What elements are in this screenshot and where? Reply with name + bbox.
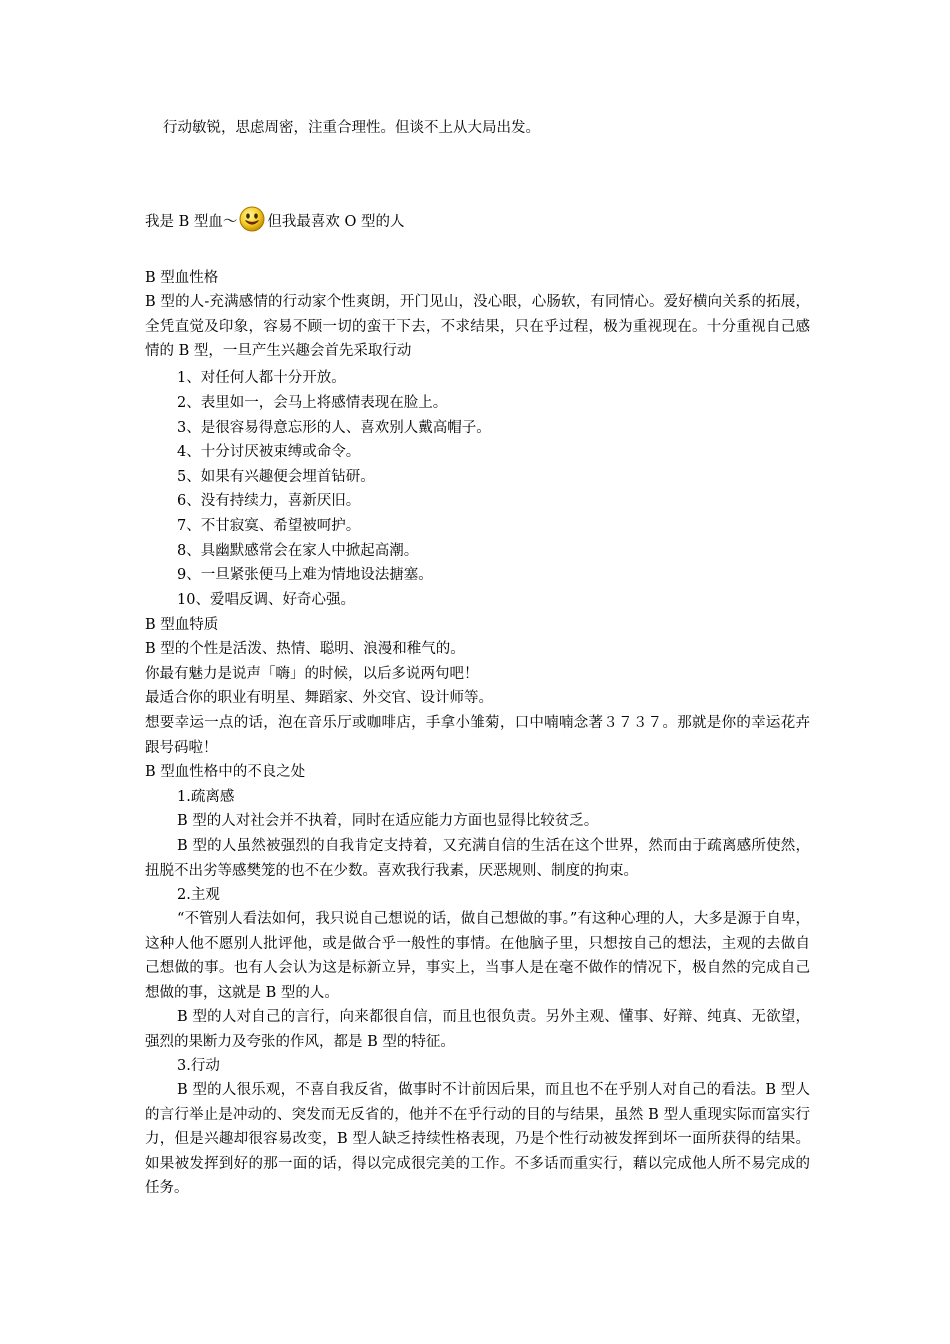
section2-line: 最适合你的职业有明星、舞蹈家、外交官、设计师等。 — [145, 690, 493, 706]
subsection-title: 1.疏离感 — [177, 789, 235, 805]
headline-before: 我是 B 型血～ — [145, 214, 238, 230]
body-paragraph: B 型的人对社会并不执着，同时在适应能力方面也显得比较贫乏。 — [177, 813, 599, 829]
smiley-icon — [239, 206, 265, 232]
intro-line: 行动敏锐，思虑周密，注重合理性。但谈不上从大局出发。 — [163, 120, 540, 136]
list-item: 4、十分讨厌被束缚或命令。 — [177, 444, 361, 460]
subsection-title: 3.行动 — [177, 1058, 220, 1074]
headline-after: 但我最喜欢 O 型的人 — [267, 214, 405, 230]
section3-title: B 型血性格中的不良之处 — [145, 764, 306, 780]
section1-paragraph: B 型的人-充满感情的行动家个性爽朗，开门见山，没心眼，心肠软，有同情心。爱好横向关系的拓展，全凭直觉及印象，容易不顾一切的蛮干下去，不求结果，只在乎过程，极为重视现在。十分重视自己感情的 B 型，一旦产生兴趣会首先采取行动 — [145, 294, 810, 359]
body-paragraph: B 型的人很乐观，不喜自我反省，做事时不计前因后果，而且也不在乎别人对自己的看法。B 型人的言行举止是冲动的、突发而无反省的，他并不在乎行动的目的与结果，虽然 B 型人重现实际而富实行力，但是兴趣却很容易改变，B 型人缺乏持续性格表现，乃是个性行动被发挥到坏一面所获得的结果。如果被发挥到好的那一面的话，得以完成很完美的工作。不多话而重实行，藉以完成他人所不易完成的任务。 — [145, 1082, 810, 1196]
headline — [145, 206, 810, 236]
list-item: 8、具幽默感常会在家人中掀起高潮。 — [177, 543, 419, 559]
list-item: 5、如果有兴趣便会埋首钻研。 — [177, 469, 375, 485]
list-item: 10、爱唱反调、好奇心强。 — [177, 592, 355, 608]
list-item: 6、没有持续力，喜新厌旧。 — [177, 493, 361, 509]
section2-line: 你最有魅力是说声「嗨」的时候，以后多说两句吧！ — [145, 666, 479, 682]
subsection-title: 2.主观 — [177, 887, 220, 903]
list-item: 7、不甘寂寞、希望被呵护。 — [177, 518, 361, 534]
section2-title: B 型血特质 — [145, 617, 219, 633]
list-item: 1、对任何人都十分开放。 — [177, 370, 346, 386]
body-paragraph: B 型的人虽然被强烈的自我肯定支持着，又充满自信的生活在这个世界，然而由于疏离感所使然，扭脱不出劣等感樊笼的也不在少数。喜欢我行我素，厌恶规则、制度的拘束。 — [145, 838, 810, 879]
list-item: 3、是很容易得意忘形的人、喜欢别人戴高帽子。 — [177, 420, 491, 436]
section1-title: B 型血性格 — [145, 270, 219, 286]
list-item: 2、表里如一，会马上将感情表现在脸上。 — [177, 395, 448, 411]
body-paragraph: “不管别人看法如何，我只说自己想说的话，做自己想做的事。”有这种心理的人，大多是源于自卑，这种人他不愿别人批评他，或是做合乎一般性的事情。在他脑子里，只想按自己的想法，主观的去做自己想做的事。也有人会认为这是标新立异，事实上，当事人是在毫不做作的情况下，极自然的完成自己想做的事，这就是 B 型的人。 — [145, 911, 810, 1001]
body-paragraph: B 型的人对自己的言行，向来都很自信，而且也很负责。另外主观、懂事、好辩、纯真、无欲望，强烈的果断力及夸张的作风，都是 B 型的特征。 — [145, 1009, 810, 1050]
section2-line: B 型的个性是活泼、热情、聪明、浪漫和稚气的。 — [145, 641, 465, 657]
list-item: 9、一旦紧张便马上难为情地设法搪塞。 — [177, 567, 433, 583]
section2-paragraph: 想要幸运一点的话，泡在音乐厅或咖啡店，手拿小雏菊，口中喃喃念著３７３７。那就是你的幸运花卉跟号码啦！ — [145, 715, 810, 756]
